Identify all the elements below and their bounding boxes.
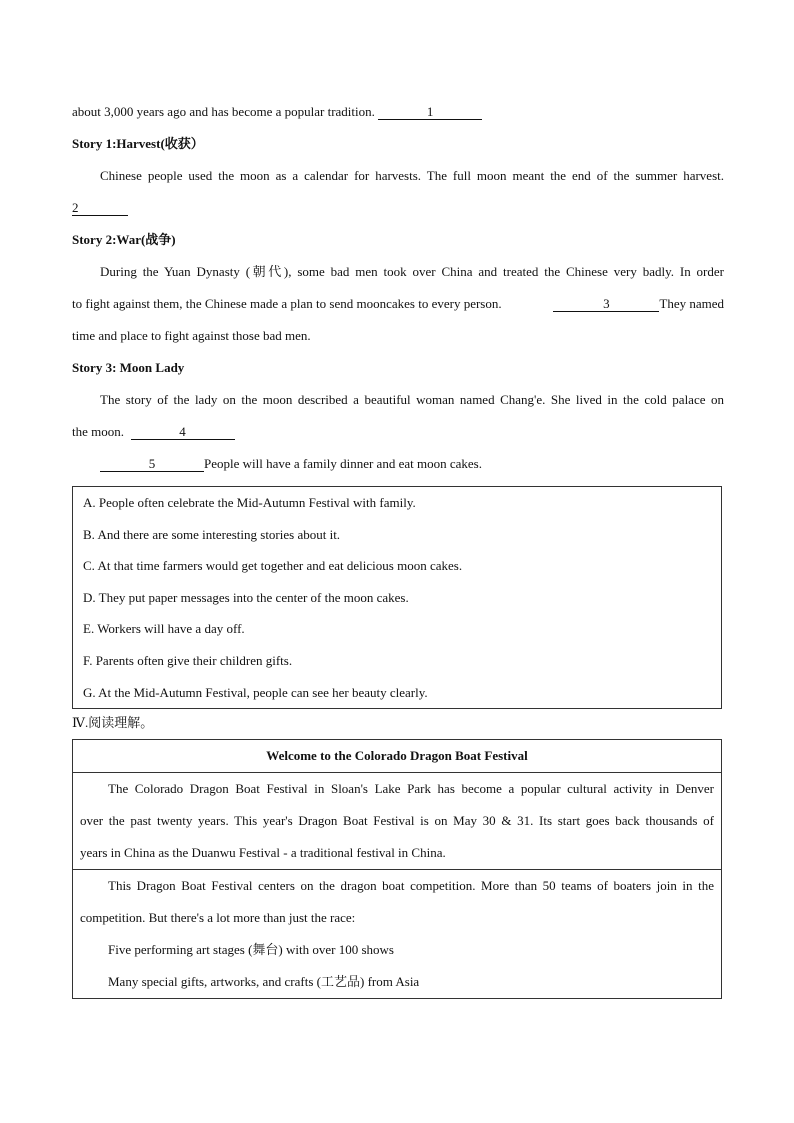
option-d: D. They put paper messages into the center of the moon cakes. (83, 589, 409, 605)
story2-line3: time and place to fight against those bad men. (72, 328, 311, 343)
passage-title: Welcome to the Colorado Dragon Boat Festival (73, 740, 722, 773)
p1-line1: The Colorado Dragon Boat Festival in Sloan's Lake Park has become a popular cultural activity in Denver (108, 781, 714, 797)
answer-blank-2[interactable]: 2 (72, 201, 128, 216)
option-a: A. People often celebrate the Mid-Autumn Festival with family. (83, 495, 416, 510)
option-b: B. And there are some interesting stories about it. (83, 526, 341, 542)
option-g: G. At the Mid-Autumn Festival, people can see her beauty clearly. (83, 684, 428, 700)
options-box (72, 486, 722, 709)
story3-line2 (72, 416, 724, 448)
story2-line2 (72, 288, 724, 320)
answer-blank-5[interactable]: 5 (100, 457, 204, 472)
p1-line2: over the past twenty years. This year's Dragon Boat Festival is on May 30 & 31. Its start goes back thousands of (80, 813, 714, 829)
option-c: C. At that time farmers would get together and eat delicious moon cakes. (83, 558, 463, 574)
story2-heading: Story 2:War(战争) (72, 232, 176, 247)
section-4-heading: Ⅳ.阅读理解。 (72, 715, 154, 731)
story1-blank-line (72, 192, 724, 224)
passage-paragraph-1 (73, 773, 722, 870)
story3-line3 (72, 448, 724, 480)
answer-blank-1[interactable]: 1 (378, 105, 482, 120)
story3-line2-text: the moon. (72, 424, 124, 439)
passage-paragraph-2 (73, 870, 722, 999)
story3-heading: Story 3: Moon Lady (72, 360, 185, 375)
story2-line1: During the Yuan Dynasty (朝代), some bad men took over China and treated the Chinese very badly. In order (100, 264, 724, 279)
story1-heading: Story 1:Harvest(收获） (72, 136, 204, 151)
option-f: F. Parents often give their children gifts. (83, 652, 293, 668)
story2-line2-tail: They named (659, 296, 724, 311)
story3-line3-text: People will have a family dinner and eat moon cakes. (204, 456, 482, 471)
reading-passage-table (72, 739, 722, 999)
intro-text: about 3,000 years ago and has become a popular tradition. (72, 104, 375, 119)
answer-blank-4[interactable]: 4 (131, 425, 235, 440)
story2-line2-text: to fight against them, the Chinese made a plan to send mooncakes to every person. (72, 296, 502, 311)
p1-line3: years in China as the Duanwu Festival - a traditional festival in China. (80, 845, 446, 861)
p2-line3: Five performing art stages (舞台) with over 100 shows (108, 942, 394, 958)
worksheet-page (72, 96, 724, 999)
intro-line (72, 96, 724, 128)
p2-line1: This Dragon Boat Festival centers on the dragon boat competition. More than 50 teams of boaters join in the (108, 878, 714, 894)
answer-blank-3[interactable]: 3 (553, 297, 659, 312)
p2-line4: Many special gifts, artworks, and crafts (工艺品) from Asia (108, 974, 420, 990)
p2-line2: competition. But there's a lot more than just the race: (80, 910, 356, 926)
story3-line1: The story of the lady on the moon described a beautiful woman named Chang'e. She lived in the cold palace on (100, 392, 724, 407)
option-e: E. Workers will have a day off. (83, 621, 245, 637)
story1-text: Chinese people used the moon as a calendar for harvests. The full moon meant the end of the summer harvest. (100, 168, 724, 183)
